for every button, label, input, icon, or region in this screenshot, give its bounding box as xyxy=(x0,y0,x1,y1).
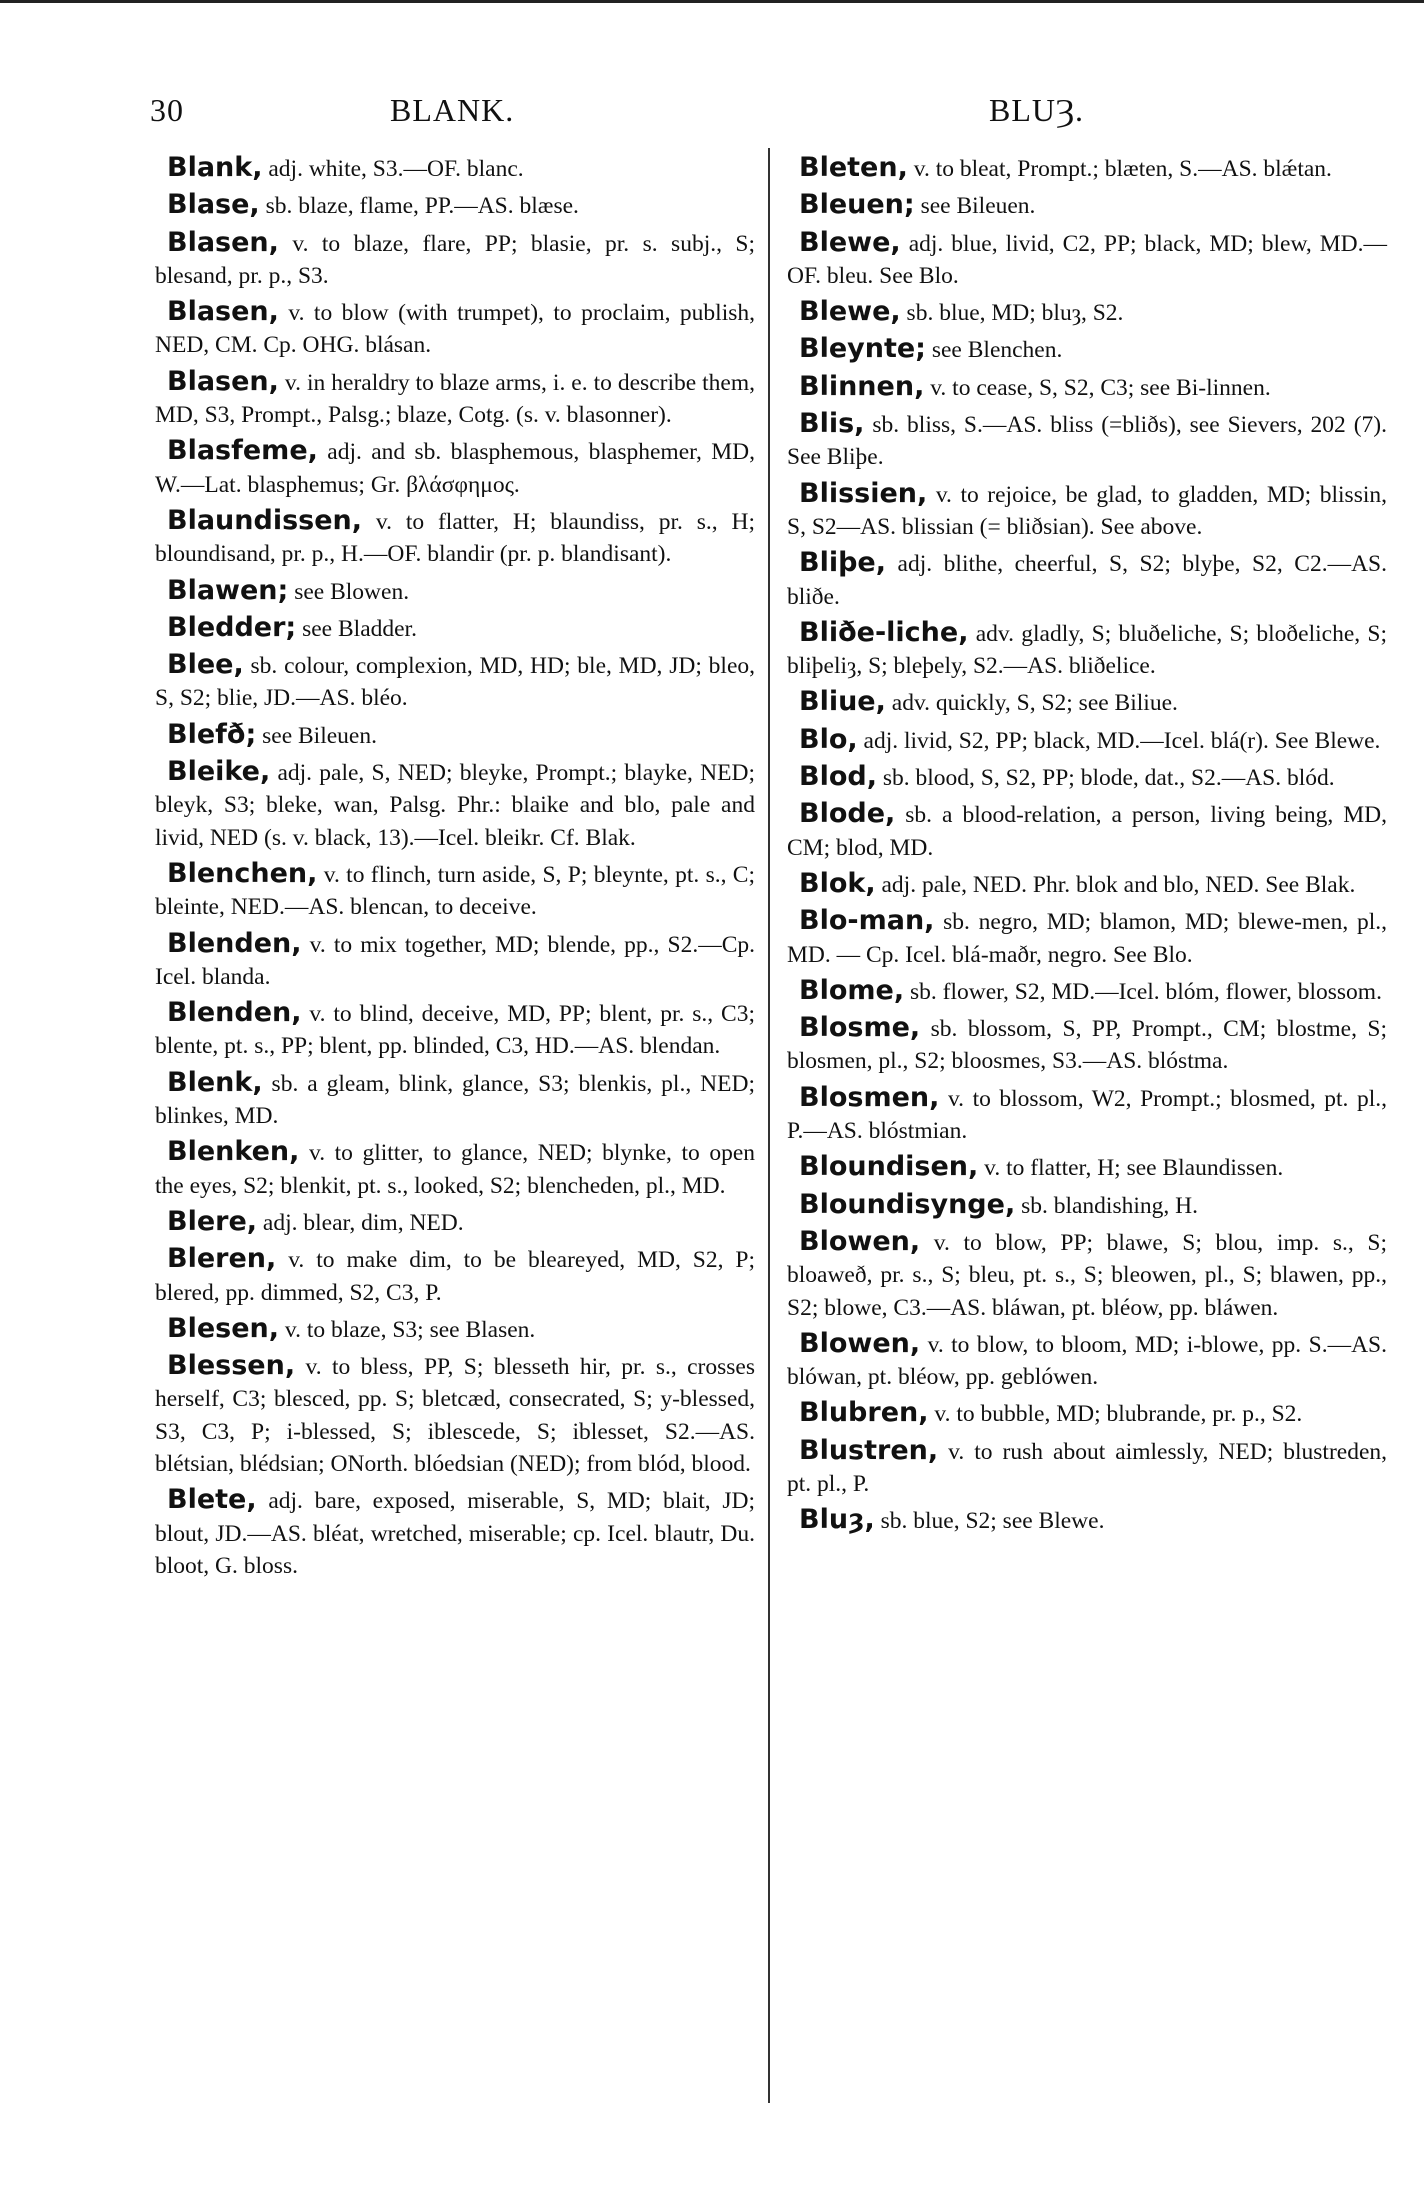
dictionary-entry xyxy=(155,612,755,645)
entry-definition: adj. pale, NED. Phr. blok and blo, NED. See Blak. xyxy=(881,871,1356,898)
dictionary-entry xyxy=(155,152,755,185)
entry-definition: adv. quickly, S, S2; see Biliue. xyxy=(891,690,1178,717)
entry-headword: Blere, xyxy=(167,1205,258,1237)
entry-definition: v. in heraldry to blaze arms, i. e. to describe them, MD, S3, Prompt., Palsg.; blaze, Cotg. (s. v. blasonner). xyxy=(155,369,756,429)
running-head xyxy=(150,92,1364,142)
entry-headword: Blewe, xyxy=(799,296,901,328)
entry-definition: v. to blaze, S3; see Blasen. xyxy=(284,1316,536,1343)
entry-headword: Bliþe, xyxy=(799,547,886,579)
dictionary-entry xyxy=(155,997,755,1063)
entry-definition: see Bladder. xyxy=(302,615,417,642)
left-running-title: BLANK. xyxy=(390,92,515,128)
entry-definition: sb. blood, S, S2, PP; blode, dat., S2.—AS. blód. xyxy=(882,765,1335,792)
entry-definition: adj. pale, S, NED; bleyke, Prompt.; blayke, NED; bleyk, S3; bleke, wan, Palsg. Phr.: blaike and blo, pale and livid, NED (s. v. black, 13).—Icel. bleikr. Cf. Blak. xyxy=(155,760,755,851)
dictionary-entry xyxy=(155,649,755,715)
dictionary-entry xyxy=(787,227,1387,293)
dictionary-entry xyxy=(155,1136,755,1202)
dictionary-entry xyxy=(787,189,1387,222)
dictionary-entry xyxy=(787,686,1387,719)
entry-headword: Blank, xyxy=(167,152,263,183)
entry-definition: sb. a gleam, blink, glance, S3; blenkis, pl., NED; blinkes, MD. xyxy=(155,1070,755,1130)
entry-headword: Blosme, xyxy=(799,1012,921,1044)
dictionary-entry xyxy=(787,547,1387,613)
entry-headword: Blowen, xyxy=(799,1327,921,1359)
entry-headword: Blustren, xyxy=(799,1434,939,1466)
entry-definition: sb. bliss, S.—AS. bliss (=bliðs), see Sievers, 202 (7). See Bliþe. xyxy=(787,412,1387,471)
entry-definition: v. to rush about aimlessly, NED; blustreden, pt. pl., P. xyxy=(787,1438,1388,1497)
entry-definition: v. to blossom, W2, Prompt.; blosmed, pt. pl., P.—AS. blóstmian. xyxy=(787,1085,1387,1145)
entry-definition: see Bileuen. xyxy=(920,193,1036,220)
left-column xyxy=(155,152,755,1586)
entry-headword: Blenk, xyxy=(167,1066,263,1098)
entry-headword: Blis, xyxy=(799,408,865,440)
entry-headword: Blawen; xyxy=(167,574,289,606)
dictionary-entry xyxy=(155,719,755,752)
entry-definition: sb. blossom, S, PP, Prompt., CM; blostme, S; blosmen, pl., S2; bloosmes, S3.—AS. blóstma. xyxy=(787,1016,1388,1075)
entry-headword: Blubren, xyxy=(799,1397,929,1429)
dictionary-entry xyxy=(787,1012,1387,1078)
entry-headword: Blee, xyxy=(167,649,244,681)
entry-headword: Blasen, xyxy=(167,365,279,397)
entry-definition: sb. blue, MD; bluȝ, S2. xyxy=(906,300,1124,327)
entry-definition: v. to bleat, Prompt.; blæten, S.—AS. blǽtan. xyxy=(913,156,1332,182)
entry-definition: v. to flatter, H; blaundiss, pr. s., H; bloundisand, pr. p., H.—OF. blandir (pr. p. blandisant). xyxy=(155,508,755,568)
dictionary-entry xyxy=(787,761,1387,794)
dictionary-entry xyxy=(787,1151,1387,1184)
dictionary-entry xyxy=(787,296,1387,329)
dictionary-entry xyxy=(155,1243,755,1309)
entry-definition: sb. blandishing, H. xyxy=(1021,1192,1198,1219)
entry-definition: see Bileuen. xyxy=(262,722,377,749)
dictionary-entry xyxy=(787,333,1387,366)
entry-headword: Blenken, xyxy=(167,1136,300,1168)
entry-headword: Blo-man, xyxy=(799,905,935,937)
dictionary-entry xyxy=(155,505,755,571)
dictionary-entry xyxy=(787,1504,1387,1537)
entry-definition: sb. a blood-relation, a person, living being, MD, CM; blod, MD. xyxy=(787,802,1388,861)
dictionary-entry xyxy=(787,1397,1387,1430)
entry-headword: Blowen, xyxy=(799,1225,921,1257)
entry-headword: Blasfeme, xyxy=(167,435,318,467)
entry-headword: Blasen, xyxy=(167,296,279,328)
dictionary-entry xyxy=(787,152,1387,185)
entry-headword: Blessen, xyxy=(167,1350,296,1382)
entry-definition: v. to blow, PP; blawe, S; blou, imp. s., S; bloaweð, pr. s., S; bleu, pt. s., S; bleowen, pl., S; blawen, pp., S2; blowe, C3.—AS. bláwan, pt. bléow, pp. bláwen. xyxy=(787,1229,1388,1321)
entry-definition: v. to mix together, MD; blende, pp., S2.—Cp. Icel. blanda. xyxy=(155,931,755,990)
entry-definition: v. to bubble, MD; blubrande, pr. p., S2. xyxy=(934,1401,1303,1428)
entry-headword: Blod, xyxy=(799,761,877,793)
entry-definition: sb. colour, complexion, MD, HD; ble, MD, JD; bleo, S, S2; blie, JD.—AS. bléo. xyxy=(155,653,756,712)
entry-definition: v. to rejoice, be glad, to gladden, MD; blissin, S, S2—AS. blissian (= bliðsian). See above. xyxy=(787,481,1388,540)
entry-headword: Bloundisynge, xyxy=(799,1188,1016,1220)
entry-headword: Bliue, xyxy=(799,686,886,718)
dictionary-entry xyxy=(155,435,755,501)
dictionary-entry xyxy=(787,798,1387,864)
entry-headword: Bleten, xyxy=(799,152,908,183)
dictionary-entry xyxy=(787,905,1387,971)
entry-headword: Blesen, xyxy=(167,1312,280,1344)
dictionary-entry xyxy=(787,1082,1387,1148)
dictionary-entry xyxy=(155,756,755,854)
dictionary-entry xyxy=(787,868,1387,901)
entry-headword: Blewe, xyxy=(799,226,901,258)
entry-headword: Blenden, xyxy=(167,997,302,1029)
entry-definition: v. to cease, S, S2, C3; see Bi-linnen. xyxy=(930,374,1271,401)
entry-headword: Blome, xyxy=(799,974,905,1006)
entry-definition: sb. blaze, flame, PP.—AS. blæse. xyxy=(265,193,579,220)
right-running-title: BLUȜ. xyxy=(988,92,1084,128)
dictionary-entry xyxy=(155,1206,755,1239)
entry-headword: Blok, xyxy=(799,867,876,899)
entry-headword: Bluȝ, xyxy=(799,1504,875,1536)
entry-definition: v. to blind, deceive, MD, PP; blent, pr. s., C3; blente, pt. s., PP; blent, pp. blinded, C3, HD.—AS. blendan. xyxy=(155,1001,755,1060)
dictionary-entry xyxy=(155,928,755,994)
entry-headword: Blaundissen, xyxy=(167,504,363,536)
entry-headword: Bloundisen, xyxy=(799,1151,979,1183)
entry-definition: v. to blow (with trumpet), to proclaim, publish, NED, CM. Cp. OHG. blásan. xyxy=(155,300,755,359)
entry-definition: v. to blow, to bloom, MD; i-blowe, pp. S.—AS. blówan, pt. bléow, pp. geblówen. xyxy=(787,1331,1388,1391)
dictionary-entry xyxy=(155,189,755,222)
entry-headword: Blefð; xyxy=(167,718,257,750)
entry-definition: v. to bless, PP, S; blesseth hir, pr. s., crosses herself, C3; blesced, pp. S; bletcæd, consecrated, S; y-blessed, S3, C3, P; i-blessed, S; iblescede, S; iblesset, S2.—AS. blétsian, blédsian; ONorth. blóedsian (NED); from blód, blood. xyxy=(155,1354,756,1477)
entry-definition: adv. gladly, S; bluðeliche, S; bloðeliche, S; bliþeliȝ, S; bleþely, S2.—AS. bliðelice. xyxy=(787,620,1387,680)
entry-definition: sb. blue, S2; see Blewe. xyxy=(880,1508,1105,1535)
dictionary-entry xyxy=(155,1067,755,1133)
dictionary-entry xyxy=(787,724,1387,757)
entry-headword: Blo, xyxy=(799,723,858,755)
dictionary-entry xyxy=(787,408,1387,474)
entry-definition: adj. blithe, cheerful, S, S2; blyþe, S2, C2.—AS. bliðe. xyxy=(787,551,1387,610)
dictionary-entry xyxy=(155,575,755,608)
entry-headword: Blinnen, xyxy=(799,370,925,402)
entry-definition: v. to blaze, flare, PP; blasie, pr. s. subj., S; blesand, pr. p., S3. xyxy=(155,230,756,289)
entry-definition: sb. flower, S2, MD.—Icel. blóm, flower, blossom. xyxy=(909,978,1382,1005)
top-rule xyxy=(0,0,1424,3)
entry-headword: Bliðe-liche, xyxy=(799,616,969,648)
entry-definition: adj. bare, exposed, miserable, S, MD; blait, JD; blout, JD.—AS. bléat, wretched, miserable; cp. Icel. blautr, Du. bloot, G. bloss. xyxy=(155,1488,755,1579)
entry-headword: Blosmen, xyxy=(799,1081,940,1113)
page-number: 30 xyxy=(150,92,184,128)
dictionary-entry xyxy=(155,366,755,432)
dictionary-entry xyxy=(787,975,1387,1008)
entry-headword: Bledder; xyxy=(167,611,297,643)
entry-definition: adj. white, S3.—OF. blanc. xyxy=(268,156,524,182)
dictionary-entry xyxy=(787,371,1387,404)
entry-definition: adj. blue, livid, C2, PP; black, MD; blew, MD.—OF. bleu. See Blo. xyxy=(787,230,1388,289)
dictionary-entry xyxy=(155,858,755,924)
entry-headword: Blasen, xyxy=(167,226,279,258)
entry-headword: Blenchen, xyxy=(167,857,318,889)
entry-headword: Blenden, xyxy=(167,927,302,959)
entry-headword: Blase, xyxy=(167,189,260,221)
entry-headword: Blode, xyxy=(799,798,896,830)
entry-headword: Bleike, xyxy=(167,756,271,788)
entry-headword: Bleuen; xyxy=(799,189,915,221)
entry-definition: adj. and sb. blasphemous, blasphemer, MD, W.—Lat. blasphemus; Gr. βλάσφημος. xyxy=(155,439,755,498)
dictionary-entry xyxy=(155,1350,755,1480)
dictionary-entry xyxy=(155,227,755,293)
dictionary-entry xyxy=(155,1484,755,1582)
entry-definition: v. to glitter, to glance, NED; blynke, to open the eyes, S2; blenkit, pt. s., looked, S2; blencheden, pl., MD. xyxy=(155,1140,756,1199)
entry-definition: v. to flinch, turn aside, S, P; bleynte, pt. s., C; bleinte, NED.—AS. blencan, to deceive. xyxy=(155,861,756,921)
column-divider xyxy=(768,148,770,2103)
entry-definition: adj. blear, dim, NED. xyxy=(262,1209,464,1236)
dictionary-entry xyxy=(787,478,1387,544)
right-column xyxy=(787,152,1387,1542)
entry-definition: adj. livid, S2, PP; black, MD.—Icel. blá(r). See Blewe. xyxy=(863,727,1381,754)
entry-definition: v. to make dim, to be bleareyed, MD, S2, P; blered, pp. dimmed, S2, C3, P. xyxy=(155,1247,755,1306)
dictionary-entry xyxy=(787,617,1387,683)
dictionary-entry xyxy=(787,1328,1387,1394)
entry-definition: v. to flatter, H; see Blaundissen. xyxy=(984,1155,1284,1182)
entry-definition: see Blenchen. xyxy=(931,337,1063,364)
entry-headword: Bleynte; xyxy=(799,333,926,365)
entry-headword: Bleren, xyxy=(167,1243,277,1275)
entry-definition: see Blowen. xyxy=(294,578,410,605)
dictionary-entry xyxy=(787,1226,1387,1324)
entry-headword: Blissien, xyxy=(799,477,928,509)
dictionary-entry xyxy=(155,1313,755,1346)
dictionary-entry xyxy=(787,1435,1387,1501)
dictionary-entry xyxy=(787,1189,1387,1222)
entry-definition: sb. negro, MD; blamon, MD; blewe-men, pl., MD. — Cp. Icel. blá-maðr, negro. See Blo. xyxy=(787,909,1388,968)
entry-headword: Blete, xyxy=(167,1484,257,1516)
dictionary-entry xyxy=(155,296,755,362)
